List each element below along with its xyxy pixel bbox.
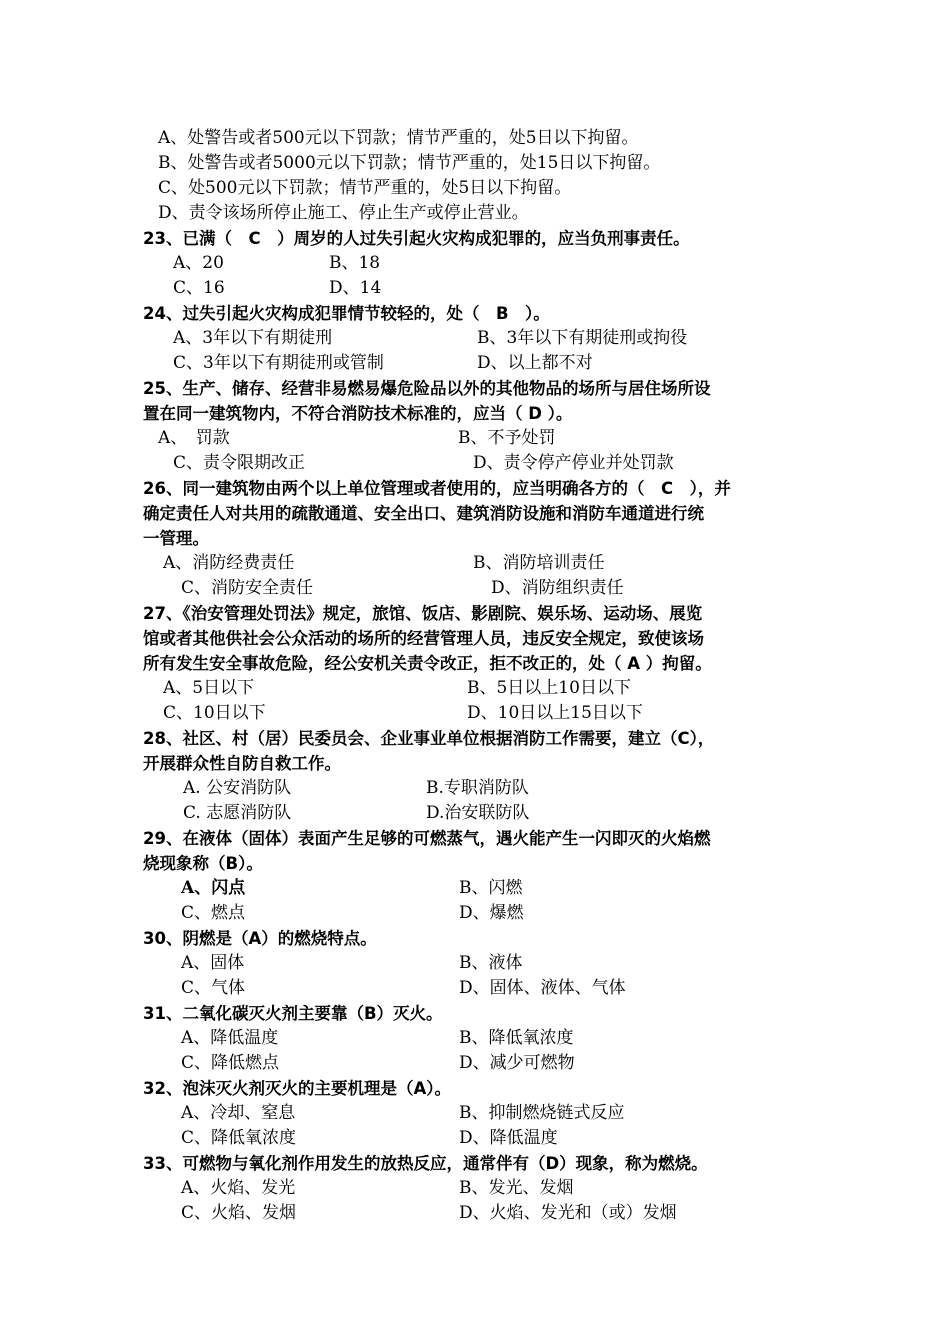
option-a: A、消防经费责任 [163,553,295,573]
option-b: B、18 [329,253,381,273]
option-d: D、消防组织责任 [491,578,624,598]
question-32: 32、泡沫灭火剂灭火的主要机理是（A）。 [143,1079,451,1098]
question-26-line-1: 26、同一建筑物由两个以上单位管理或者使用的，应当明确各方的（ C ），并 [143,479,731,498]
option-b: B、闪燃 [459,878,523,898]
option-b: B.专职消防队 [426,778,529,798]
option-a: A、 罚款 [158,428,230,448]
option-d: D、责令停产停业并处罚款 [473,453,674,473]
option-c: C、降低氧浓度 [181,1128,297,1148]
option-a: A、闪点 [181,878,246,898]
option-d: D、10日以上15日以下 [467,703,643,723]
option-a: A、火焰、发光 [181,1178,296,1198]
option-c: C、责令限期改正 [173,453,306,473]
question-31: 31、二氧化碳灭火剂主要靠（B）灭火。 [143,1004,443,1023]
option-c: C、火焰、发烟 [181,1203,297,1223]
option-b: B、不予处罚 [458,428,556,448]
question-28-line-2: 开展群众性自防自救工作。 [143,754,341,773]
question-27-line-3: 所有发生安全事故危险，经公安机关责令改正，拒不改正的，处（ A ）拘留。 [143,654,712,673]
option-d: D、降低温度 [459,1128,558,1148]
option-a: A、固体 [181,953,245,973]
option-c: C、处500元以下罚款；情节严重的，处5日以下拘留。 [158,178,572,198]
option-b: B、液体 [459,953,523,973]
option-c: C、10日以下 [163,703,266,723]
option-c: C、燃点 [181,903,246,923]
option-a: A、5日以下 [163,678,255,698]
option-d: D、14 [329,278,382,298]
question-25-line-1: 25、生产、储存、经营非易燃易爆危险品以外的其他物品的场所与居住场所设 [143,379,711,398]
option-a: A、处警告或者500元以下罚款；情节严重的，处5日以下拘留。 [158,128,639,148]
question-30: 30、阴燃是（A）的燃烧特点。 [143,929,377,948]
option-b: B、消防培训责任 [473,553,605,573]
option-d: D、火焰、发光和（或）发烟 [459,1203,677,1223]
option-a: A、冷却、窒息 [181,1103,296,1123]
question-33: 33、可燃物与氧化剂作用发生的放热反应，通常伴有（D）现象，称为燃烧。 [143,1154,708,1173]
question-23: 23、已满（ C ）周岁的人过失引起火灾构成犯罪的，应当负刑事责任。 [143,229,690,248]
question-29-line-2: 烧现象称（B）。 [143,854,263,873]
option-d: D、以上都不对 [477,353,593,373]
question-25-line-2: 置在同一建筑物内，不符合消防技术标准的，应当（ D ）。 [143,404,573,423]
option-b: B、发光、发烟 [459,1178,574,1198]
question-27-line-1: 27、《治安管理处罚法》规定，旅馆、饭店、影剧院、娱乐场、运动场、展览 [143,604,703,623]
option-c: C、16 [173,278,225,298]
option-b: B、抑制燃烧链式反应 [459,1103,625,1123]
question-26-line-2: 确定责任人对共用的疏散通道、安全出口、建筑消防设施和消防车通道进行统 [143,504,704,523]
option-c: C、消防安全责任 [181,578,314,598]
question-27-line-2: 馆或者其他供社会公众活动的场所的经营管理人员，违反安全规定，致使该场 [143,629,704,648]
option-b: B、3年以下有期徒刑或拘役 [477,328,688,348]
option-d: D、责令该场所停止施工、停止生产或停止营业。 [158,203,529,223]
option-c: C. 志愿消防队 [183,803,292,823]
option-b: B、处警告或者5000元以下罚款；情节严重的，处15日以下拘留。 [158,153,661,173]
option-a: A、3年以下有期徒刑 [173,328,333,348]
question-28-line-1: 28、社区、村（居）民委员会、企业事业单位根据消防工作需要，建立（C）， [143,729,715,748]
option-a: A、20 [173,253,224,273]
option-a: A. 公安消防队 [183,778,292,798]
question-24: 24、过失引起火灾构成犯罪情节较轻的，处（ B ）。 [143,304,550,323]
option-d: D、减少可燃物 [459,1053,575,1073]
option-c: C、3年以下有期徒刑或管制 [173,353,384,373]
option-b: B、降低氧浓度 [459,1028,574,1048]
option-a: A、降低温度 [181,1028,279,1048]
option-b: B、5日以上10日以下 [467,678,631,698]
question-29-line-1: 29、在液体（固体）表面产生足够的可燃蒸气，遇火能产生一闪即灭的火焰燃 [143,829,711,848]
option-c: C、气体 [181,978,246,998]
option-d: D.治安联防队 [426,803,530,823]
option-d: D、固体、液体、气体 [459,978,626,998]
option-d: D、爆燃 [459,903,524,923]
option-c: C、降低燃点 [181,1053,280,1073]
question-26-line-3: 一管理。 [143,529,209,548]
